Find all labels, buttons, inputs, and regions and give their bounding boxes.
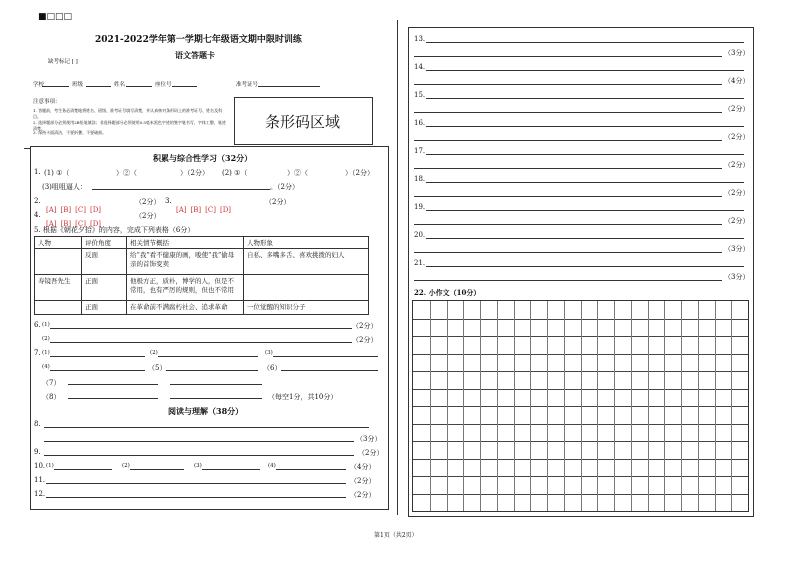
- q6-score1: （2分）: [352, 322, 378, 330]
- table-header-angle: 评价角度: [82, 237, 127, 249]
- q10-s1: (1): [46, 463, 54, 469]
- q14-num: 14.: [414, 63, 426, 71]
- q18-num: 18.: [414, 175, 426, 183]
- q15-num: 15.: [414, 91, 426, 99]
- section1-title: 积累与综合性学习（32分）: [153, 153, 253, 163]
- essay-grid-col: [514, 301, 515, 511]
- q6-score2: （2分）: [352, 336, 378, 344]
- q7-s7: （7）: [42, 379, 61, 387]
- essay-grid-col: [681, 301, 682, 511]
- q17-score: （2分）: [724, 161, 750, 169]
- q3-options[interactable]: [176, 197, 235, 216]
- table-cell: 给“我”看不健康的画，唆使“我”偷母亲的首饰变卖: [127, 249, 244, 275]
- exam-mark-label: 缺考标记 [ ]: [48, 59, 78, 65]
- q1-sub4: (2) ①（: [222, 169, 248, 177]
- q19-score: （2分）: [724, 217, 750, 225]
- q3-option-a[interactable]: [A]: [176, 206, 187, 214]
- q12-num: 12.: [34, 490, 46, 498]
- essay-grid-col: [731, 301, 732, 511]
- q6-sub1: (1): [42, 322, 50, 328]
- essay-grid-col: [530, 301, 531, 511]
- q1-sub2: ）②（: [116, 169, 137, 177]
- q21-score: （3分）: [724, 273, 750, 281]
- q7-s6: （6）: [263, 364, 282, 372]
- note-3: 3. 保持卡面清洁，不要折叠、不要破损。: [33, 130, 107, 135]
- q2-option-d[interactable]: [D]: [89, 206, 102, 214]
- table-header-plot: 相关情节概括: [127, 237, 244, 249]
- q1-sub1: (1) ①（: [44, 169, 70, 177]
- q7-s1: (1): [42, 350, 50, 356]
- q10-score: （4分）: [350, 463, 376, 471]
- essay-grid-col: [497, 301, 498, 511]
- q6-sub2: (2): [42, 336, 50, 342]
- note-1: 1. 答题前，考生务必清楚地将姓名、班级、准考证号填写清楚，并认真核对条形码上的准考证号、姓名及科目。: [33, 108, 223, 119]
- seat-label: 座位号: [155, 82, 172, 88]
- q12-score: （2分）: [350, 491, 376, 499]
- essay-grid-col: [564, 301, 565, 511]
- q2-score: （2分）: [135, 198, 161, 206]
- q1-sub3: ）（2分）: [180, 169, 209, 177]
- q1-sub6: ）（2分）: [345, 169, 374, 177]
- page-footer: 第1页（共2页）: [374, 532, 418, 539]
- q4-num: 4.: [34, 211, 41, 219]
- table-cell: 他极方正，质朴，博学的人，但是不常用，也有严厉的规则，但也不常用: [127, 275, 244, 301]
- table-cell: 正面: [82, 301, 127, 315]
- table-cell: 反面: [82, 249, 127, 275]
- q16-score: （2分）: [724, 133, 750, 141]
- q4-option-b[interactable]: [B]: [60, 220, 72, 228]
- table-header-person: 人物: [35, 237, 82, 249]
- essay-grid-col: [698, 301, 699, 511]
- essay-grid-col: [480, 301, 481, 511]
- q16-num: 16.: [414, 119, 426, 127]
- q2-option-c[interactable]: [C]: [75, 206, 86, 214]
- q13-num: 13.: [414, 35, 426, 43]
- q7-s2: (2): [150, 350, 158, 356]
- q2-option-a[interactable]: [A]: [46, 206, 57, 214]
- essay-grid-col: [648, 301, 649, 511]
- q2-num: 2.: [34, 197, 41, 205]
- q10-s3: (3): [194, 463, 202, 469]
- page-title: 2021-2022学年第一学期七年级语文期中限时训练: [95, 35, 302, 45]
- q1-num: 1.: [34, 168, 41, 176]
- table-cell: 在革命前不满腐朽社会、追求革命: [127, 301, 244, 315]
- q4-score: （2分）: [135, 212, 161, 220]
- name-label: 姓名: [114, 82, 126, 88]
- q1-3-score: 。（2分）: [270, 183, 299, 191]
- table-cell: 正面: [82, 275, 127, 301]
- essay-grid-col: [430, 301, 431, 511]
- q3-num: 3.: [165, 197, 172, 205]
- table-header-image: 人物形象: [244, 237, 369, 249]
- page-subtitle: 语文答题卡: [175, 50, 215, 60]
- q14-score: （4分）: [724, 77, 750, 85]
- q6-num: 6.: [34, 321, 41, 329]
- essay-grid-col: [614, 301, 615, 511]
- q7-s5: （5）: [148, 364, 167, 372]
- essay-grid-col: [631, 301, 632, 511]
- table-cell[interactable]: [244, 275, 369, 301]
- q4-option-d[interactable]: [D]: [89, 220, 102, 228]
- q10-s2: (2): [122, 463, 130, 469]
- q22-title: 22. 小作文（10分）: [414, 288, 481, 297]
- note-2: 2. 选择题部分必须使用2B铅笔填涂；非选择题部分必须使用0.5毫米黑色字迹的签字笔书写，字体工整、笔迹清楚。: [33, 120, 226, 131]
- q10-num: 10.: [34, 462, 46, 470]
- q4-option-a[interactable]: [A]: [46, 220, 57, 228]
- notes-title: 注意事项：: [33, 99, 61, 105]
- q3-score: （2分）: [265, 198, 291, 206]
- q1-sub5: ）②（: [287, 169, 308, 177]
- essay-grid-col: [581, 301, 582, 511]
- barcode-label: 条形码区域: [265, 113, 341, 131]
- q7-s4: (4): [42, 364, 50, 370]
- table-cell[interactable]: [35, 301, 82, 315]
- q13-score: （3分）: [724, 49, 750, 57]
- q8-num: 8.: [34, 420, 41, 428]
- q9-score: （2分）: [358, 449, 384, 457]
- q3-option-c[interactable]: [C]: [205, 206, 216, 214]
- table-cell: 一位觉醒的知识分子: [244, 301, 369, 315]
- q18-score: （2分）: [724, 189, 750, 197]
- q9-num: 9.: [34, 448, 41, 456]
- page-divider: [397, 20, 398, 515]
- q7-num: 7.: [34, 349, 41, 357]
- q7-s3: (3): [265, 350, 273, 356]
- table-cell: 寿镜吾先生: [35, 275, 82, 301]
- table-cell: 自私、多嘴多舌、喜欢挑拨的妇人: [244, 249, 369, 275]
- q4-option-c[interactable]: [C]: [75, 220, 86, 228]
- essay-grid-col: [664, 301, 665, 511]
- q7-s8: （8）: [42, 393, 61, 401]
- essay-grid-col: [447, 301, 448, 511]
- section2-title: 阅读与理解（38分）: [168, 406, 244, 416]
- q3-option-d[interactable]: [D]: [219, 206, 232, 214]
- essay-grid[interactable]: [412, 300, 749, 512]
- q3-option-b[interactable]: [B]: [190, 206, 202, 214]
- q20-num: 20.: [414, 231, 426, 239]
- table-cell[interactable]: [35, 249, 82, 275]
- q20-score: （3分）: [724, 245, 750, 253]
- school-label: 学校: [33, 82, 45, 88]
- q5-title: 5. 根据《朝花夕拾》的内容，完成下列表格（6分）: [34, 226, 195, 234]
- exam-id-label: 准考证号: [236, 82, 259, 88]
- essay-grid-col: [715, 301, 716, 511]
- class-label: 班级: [72, 82, 84, 88]
- q1-3-label: (3)咀咀逼人：: [42, 183, 87, 191]
- q5-table: [34, 236, 369, 315]
- q17-num: 17.: [414, 147, 426, 155]
- essay-grid-col: [547, 301, 548, 511]
- q11-score: （2分）: [350, 477, 376, 485]
- q2-option-b[interactable]: [B]: [60, 206, 72, 214]
- q19-num: 19.: [414, 203, 426, 211]
- q10-s4: (4): [268, 463, 276, 469]
- q15-score: （2分）: [724, 105, 750, 113]
- q21-num: 21.: [414, 259, 426, 267]
- q8-score: （3分）: [356, 435, 382, 443]
- q7-score: （每空1分，共10分）: [268, 393, 338, 401]
- essay-grid-col: [597, 301, 598, 511]
- essay-grid-col: [463, 301, 464, 511]
- header-squares: ■□□□: [38, 12, 73, 22]
- q11-num: 11.: [34, 476, 46, 484]
